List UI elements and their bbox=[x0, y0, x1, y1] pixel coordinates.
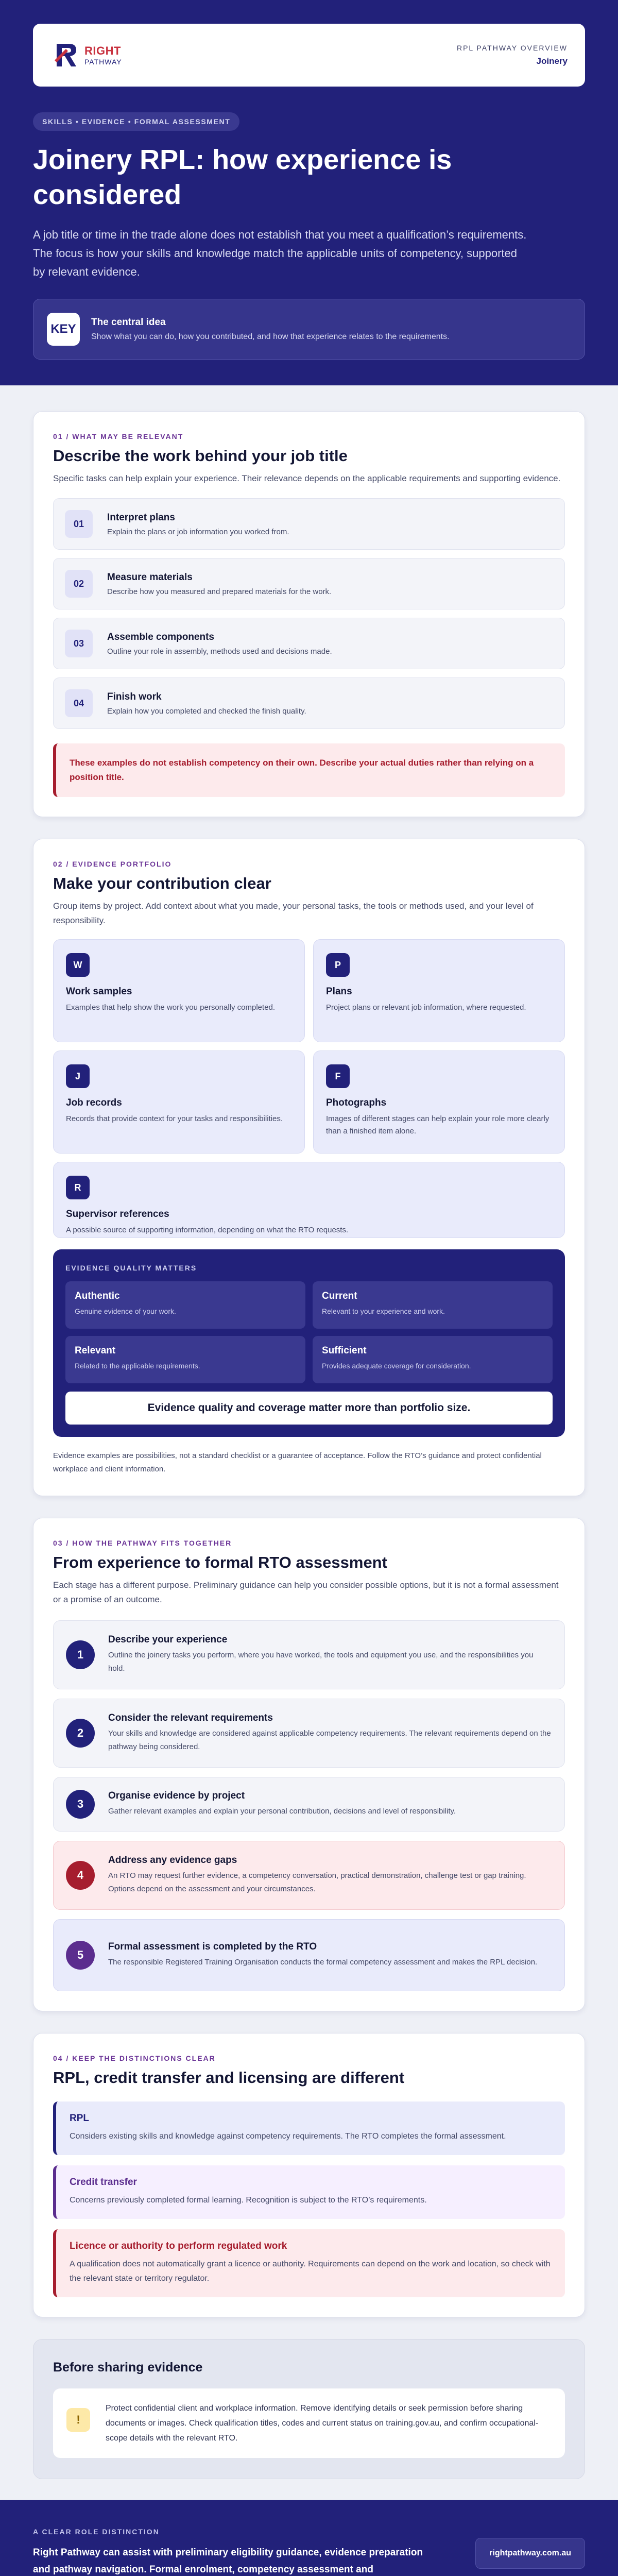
section-kicker: 04 / KEEP THE DISTINCTIONS CLEAR bbox=[53, 2054, 216, 2062]
hero-pill: SKILLS • EVIDENCE • FORMAL ASSESSMENT bbox=[33, 112, 239, 131]
logo-name-top: RIGHT bbox=[84, 44, 121, 57]
quality-item bbox=[65, 1336, 305, 1383]
task-number: 04 bbox=[65, 689, 93, 717]
section-intro: Each stage has a different purpose. Preliminary guidance can help you consider possible options, but it is not a formal assessment or a promise of an outcome. bbox=[53, 1580, 559, 1604]
quality-item-title: Relevant bbox=[75, 1345, 116, 1356]
portfolio-note: Evidence examples are possibilities, not a standard checklist or a guarantee of acceptance. Follow the RTO’s guidance and protect confidential workplace and client information. bbox=[53, 1451, 542, 1473]
task-text: Outline your role in assembly, methods used and decisions made. bbox=[107, 647, 332, 656]
letter-badge-icon: J bbox=[66, 1064, 90, 1088]
task-title: Measure materials bbox=[107, 571, 193, 583]
share-callout bbox=[53, 2388, 565, 2458]
task-text: Explain the plans or job information you worked from. bbox=[107, 527, 289, 536]
portfolio-item-title: Photographs bbox=[326, 1097, 387, 1108]
section-pathway bbox=[33, 1518, 585, 2011]
distinction-title: RPL bbox=[70, 2113, 89, 2124]
quality-item-title: Sufficient bbox=[322, 1345, 367, 1356]
distinction-title: Licence or authority to perform regulated work bbox=[70, 2241, 287, 2251]
list-item bbox=[53, 498, 565, 550]
quality-item-text: Relevant to your experience and work. bbox=[322, 1307, 445, 1315]
step-text: The responsible Registered Training Organisation conducts the formal competency assessment and makes the RPL decision. bbox=[108, 1958, 538, 1967]
portfolio-item-job-records bbox=[53, 1050, 305, 1154]
step-number: 3 bbox=[66, 1790, 95, 1819]
portfolio-item-title: Job records bbox=[66, 1097, 122, 1108]
pathway-step bbox=[53, 1919, 565, 1991]
section-kicker: 01 / WHAT MAY BE RELEVANT bbox=[53, 432, 184, 440]
section-title: From experience to formal RTO assessment bbox=[53, 1553, 387, 1571]
central-idea-box bbox=[33, 299, 585, 360]
step-title: Address any evidence gaps bbox=[108, 1855, 237, 1866]
task-title: Finish work bbox=[107, 691, 162, 702]
portfolio-item-title: Supervisor references bbox=[66, 1209, 169, 1219]
portfolio-item-supervisor-references bbox=[53, 1162, 565, 1238]
distinction-title: Credit transfer bbox=[70, 2177, 137, 2188]
portfolio-item-text: Project plans or relevant job information, where requested. bbox=[326, 1003, 526, 1012]
task-title: Assemble components bbox=[107, 631, 214, 642]
task-title: Interpret plans bbox=[107, 512, 175, 523]
step-title: Describe your experience bbox=[108, 1634, 228, 1645]
section-job-title bbox=[33, 411, 585, 817]
logo-name-bottom: PATHWAY bbox=[84, 57, 122, 66]
section-intro: Group items by project. Add context about what you made, your personal tasks, the tools or methods used, and your level of responsibility. bbox=[53, 901, 534, 925]
step-number: 5 bbox=[66, 1941, 95, 1970]
header-bar bbox=[33, 24, 585, 87]
quality-item bbox=[65, 1281, 305, 1329]
step-title: Consider the relevant requirements bbox=[108, 1713, 273, 1723]
section-kicker: 02 / EVIDENCE PORTFOLIO bbox=[53, 860, 172, 868]
page-title: Joinery RPL: how experience is considered bbox=[33, 144, 452, 210]
quality-item bbox=[313, 1336, 553, 1383]
quality-item-text: Related to the applicable requirements. bbox=[75, 1362, 200, 1370]
share-title: Before sharing evidence bbox=[53, 2360, 203, 2375]
portfolio-item-text: Records that provide context for your tasks and responsibilities. bbox=[66, 1114, 283, 1123]
quality-kicker: EVIDENCE QUALITY MATTERS bbox=[65, 1264, 197, 1272]
logo-mark-icon bbox=[54, 40, 80, 71]
distinction-text: Considers existing skills and knowledge against competency requirements. The RTO completes the formal assessment. bbox=[70, 2132, 506, 2141]
quality-summary-bar: Evidence quality and coverage matter more than portfolio size. bbox=[65, 1392, 553, 1425]
section-distinctions bbox=[33, 2033, 585, 2317]
letter-badge-icon: F bbox=[326, 1064, 350, 1088]
step-title: Organise evidence by project bbox=[108, 1790, 245, 1801]
portfolio-item-title: Work samples bbox=[66, 986, 132, 997]
distinction-licence bbox=[53, 2229, 565, 2297]
quality-item-title: Authentic bbox=[75, 1291, 120, 1301]
central-idea-text: Show what you can do, how you contributed, and how that experience relates to the requirements. bbox=[91, 332, 450, 341]
letter-badge-icon: R bbox=[66, 1176, 90, 1199]
letter-badge-icon: W bbox=[66, 953, 90, 977]
section-title: Describe the work behind your job title bbox=[53, 447, 348, 465]
header-kicker: RPL PATHWAY OVERVIEW bbox=[456, 44, 568, 52]
section-intro: Specific tasks can help explain your experience. Their relevance depends on the applicable requirements and supporting evidence. bbox=[53, 473, 561, 483]
portfolio-item-plans bbox=[313, 939, 565, 1042]
portfolio-item-work-samples bbox=[53, 939, 305, 1042]
quality-item bbox=[313, 1281, 553, 1329]
list-item bbox=[53, 618, 565, 669]
main-content bbox=[0, 385, 618, 2500]
portfolio-item-text: Images of different stages can help explain your role more clearly than a finished item alone. bbox=[326, 1114, 550, 1136]
portfolio-item-text: Examples that help show the work you personally completed. bbox=[66, 1003, 276, 1012]
hero-section bbox=[0, 0, 618, 385]
evidence-quality-panel bbox=[53, 1249, 565, 1437]
task-number: 03 bbox=[65, 630, 93, 657]
section-title: RPL, credit transfer and licensing are different bbox=[53, 2069, 405, 2087]
pathway-step bbox=[53, 1841, 565, 1910]
pathway-step bbox=[53, 1777, 565, 1832]
task-number: 01 bbox=[65, 510, 93, 538]
header-title: Joinery bbox=[536, 56, 568, 66]
task-text: Describe how you measured and prepared materials for the work. bbox=[107, 587, 332, 596]
central-idea-title: The central idea bbox=[91, 317, 166, 328]
task-number: 02 bbox=[65, 570, 93, 598]
section-kicker: 03 / HOW THE PATHWAY FITS TOGETHER bbox=[53, 1539, 232, 1547]
share-text: Protect confidential client and workplace information. Remove identifying details or seek permission before sharing documents or images. Check qualification titles, codes and current status on training.gov.au, and confirm occupational-scope details with the relevant RTO. bbox=[106, 2404, 539, 2443]
warning-icon: ! bbox=[66, 2408, 90, 2432]
step-text: Outline the joinery tasks you perform, where you have worked, the tools and equipment you use, and the responsibilities you hold. bbox=[108, 1651, 534, 1673]
step-number: 4 bbox=[66, 1861, 95, 1890]
step-text: An RTO may request further evidence, a competency conversation, practical demonstration, challenge test or gap training. Options depend on the assessment and your circumstances. bbox=[108, 1871, 526, 1893]
step-text: Your skills and knowledge are considered against applicable competency requirements. The relevant requirements depend on the pathway being considered. bbox=[108, 1729, 551, 1751]
quality-item-text: Provides adequate coverage for consideration. bbox=[322, 1362, 471, 1370]
distinction-credit-transfer bbox=[53, 2165, 565, 2219]
pathway-step bbox=[53, 1699, 565, 1768]
list-item bbox=[53, 558, 565, 609]
warning-callout: These examples do not establish competency on their own. Describe your actual duties rather than relying on a position title. bbox=[53, 743, 565, 797]
section-before-sharing bbox=[33, 2339, 585, 2479]
hero-lede: A job title or time in the trade alone does not establish that you meet a qualification’s requirements. The focus is how your skills and knowledge match the applicable units of competency, supported by relevant evidence. bbox=[33, 228, 527, 278]
section-title: Make your contribution clear bbox=[53, 874, 271, 892]
quality-item-text: Genuine evidence of your work. bbox=[75, 1307, 176, 1315]
footer-kicker: A CLEAR ROLE DISTINCTION bbox=[33, 2528, 160, 2536]
task-text: Explain how you completed and checked the finish quality. bbox=[107, 706, 306, 716]
list-item bbox=[53, 677, 565, 729]
portfolio-item-photographs bbox=[313, 1050, 565, 1154]
website-link-button[interactable]: rightpathway.com.au bbox=[475, 2538, 585, 2569]
step-text: Gather relevant examples and explain your personal contribution, decisions and level of responsibility. bbox=[108, 1807, 456, 1816]
step-title: Formal assessment is completed by the RTO bbox=[108, 1941, 317, 1952]
portfolio-item-title: Plans bbox=[326, 986, 352, 997]
distinction-text: Concerns previously completed formal learning. Recognition is subject to the RTO’s requirements. bbox=[70, 2196, 427, 2205]
portfolio-item-text: A possible source of supporting information, depending on what the RTO requests. bbox=[66, 1226, 349, 1234]
pathway-step bbox=[53, 1620, 565, 1689]
step-number: 2 bbox=[66, 1719, 95, 1748]
quality-item-title: Current bbox=[322, 1291, 357, 1301]
step-number: 1 bbox=[66, 1640, 95, 1669]
brand-logo[interactable] bbox=[54, 40, 122, 71]
section-evidence-portfolio bbox=[33, 839, 585, 1496]
footer bbox=[0, 2500, 618, 2576]
footer-text: Right Pathway can assist with preliminary eligibility guidance, evidence preparation and pathway navigation. Formal enrolment, competency assessment and bbox=[33, 2547, 423, 2575]
distinction-rpl bbox=[53, 2102, 565, 2155]
key-badge-icon: KEY bbox=[47, 313, 80, 346]
letter-badge-icon: P bbox=[326, 953, 350, 977]
distinction-text: A qualification does not automatically grant a licence or authority. Requirements can depend on the work and location, so check with the relevant state or territory regulator. bbox=[70, 2260, 551, 2283]
